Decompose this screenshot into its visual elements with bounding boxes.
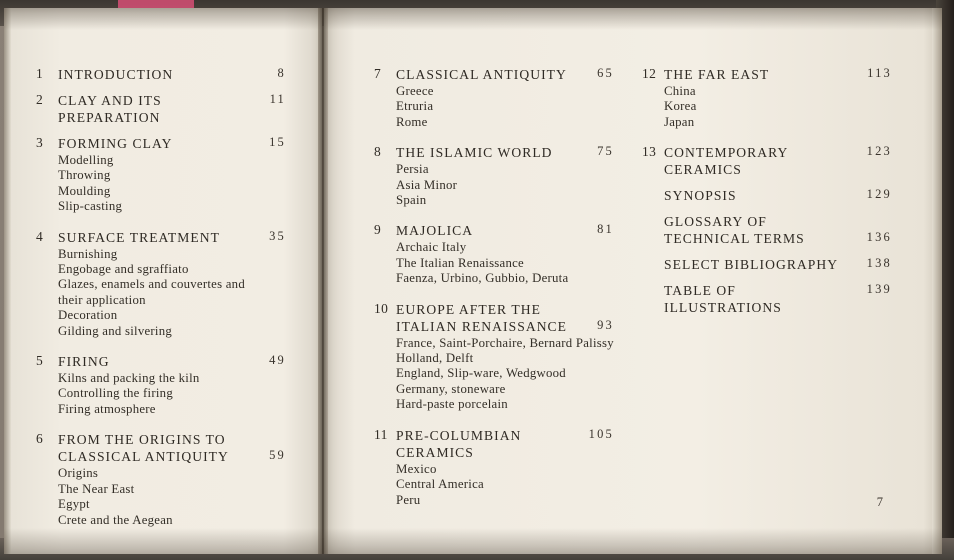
toc-subentry: Slip-casting bbox=[58, 199, 123, 214]
toc-entry-page-number: 139 bbox=[866, 282, 892, 297]
toc-entry bbox=[642, 282, 892, 316]
toc-entry-title: CONTEMPORARY CERAMICS bbox=[664, 145, 788, 178]
toc-subentry-list bbox=[396, 336, 614, 413]
toc-entry-heading bbox=[642, 213, 892, 247]
toc-entry-page-number: 129 bbox=[866, 187, 892, 202]
toc-subentry: Peru bbox=[396, 492, 421, 507]
toc-entry-spacer bbox=[374, 415, 614, 427]
toc-entry-heading bbox=[642, 144, 892, 178]
toc-subentry: Central America bbox=[396, 477, 484, 492]
toc-subentry: Glazes, enamels and couvertes and bbox=[58, 277, 245, 292]
toc-entry-page-number: 81 bbox=[597, 222, 614, 237]
toc-subentry: Japan bbox=[664, 114, 695, 129]
toc-entry-page-number: 49 bbox=[269, 353, 286, 368]
toc-column-left bbox=[36, 66, 286, 542]
toc-entry-heading bbox=[36, 135, 286, 152]
toc-subentry: Persia bbox=[396, 162, 429, 177]
toc-subentry: Egypt bbox=[58, 497, 90, 512]
toc-entry-heading bbox=[374, 427, 614, 461]
toc-entry-page-number: 59 bbox=[269, 448, 286, 463]
toc-column-middle bbox=[374, 66, 614, 522]
toc-entry-spacer bbox=[374, 510, 614, 522]
toc-entry-spacer bbox=[374, 132, 614, 144]
toc-entry bbox=[374, 66, 614, 130]
toc-subentry: France, Saint-Porchaire, Bernard Palissy bbox=[396, 335, 614, 350]
toc-entry-heading bbox=[642, 282, 892, 316]
toc-entry-spacer bbox=[36, 341, 286, 353]
toc-entry-spacer bbox=[642, 180, 892, 187]
toc-subentry: Gilding and silvering bbox=[58, 323, 173, 338]
toc-entry-heading bbox=[36, 66, 286, 83]
toc-subentry: Controlling the firing bbox=[58, 386, 173, 401]
toc-entry-title: FIRING bbox=[58, 354, 110, 370]
toc-entry-spacer bbox=[374, 210, 614, 222]
toc-entry-page-number: 123 bbox=[866, 144, 892, 159]
toc-subentry: Greece bbox=[396, 84, 434, 98]
toc-entry bbox=[642, 144, 892, 178]
toc-subentry: Archaic Italy bbox=[396, 240, 467, 255]
toc-entry-page-number: 35 bbox=[269, 228, 286, 243]
toc-entry-number: 9 bbox=[374, 222, 382, 238]
toc-subentry-list bbox=[396, 162, 614, 208]
toc-entry bbox=[374, 427, 614, 508]
toc-entry-heading bbox=[374, 222, 614, 239]
toc-subentry: Rome bbox=[396, 114, 428, 129]
toc-subentry: Decoration bbox=[58, 308, 118, 323]
toc-subentry-list bbox=[58, 466, 286, 528]
toc-entry-page-number: 8 bbox=[277, 66, 286, 80]
toc-entry-number: 13 bbox=[642, 144, 657, 160]
toc-subentry: Moulding bbox=[58, 183, 111, 198]
toc-entry bbox=[642, 256, 892, 273]
toc-subentry: Kilns and packing the kiln bbox=[58, 371, 200, 386]
toc-entry-spacer bbox=[36, 419, 286, 431]
toc-entry-title: FORMING CLAY bbox=[58, 136, 173, 151]
toc-entry-number: 12 bbox=[642, 66, 657, 81]
toc-subentry-list bbox=[58, 153, 286, 215]
toc-entry bbox=[36, 229, 286, 339]
toc-entry-title: PRE-COLUMBIAN CERAMICS bbox=[396, 427, 522, 460]
toc-entry-page-number: 113 bbox=[867, 66, 892, 80]
toc-entry-page-number: 136 bbox=[866, 230, 892, 245]
toc-subentry: Firing atmosphere bbox=[58, 401, 156, 416]
toc-subentry-list bbox=[58, 371, 286, 417]
toc-entry bbox=[36, 92, 286, 126]
toc-entry-heading bbox=[36, 229, 286, 246]
toc-subentry: Modelling bbox=[58, 153, 114, 167]
page-number-folio: 7 bbox=[876, 495, 884, 509]
toc-entry-spacer bbox=[36, 128, 286, 135]
toc-entry-title: CLASSICAL ANTIQUITY bbox=[396, 67, 567, 82]
toc-subentry: Germany, stoneware bbox=[396, 381, 506, 396]
toc-subentry: Spain bbox=[396, 193, 427, 208]
toc-entry-number: 7 bbox=[374, 66, 382, 81]
toc-subentry: Burnishing bbox=[58, 246, 118, 261]
toc-entry bbox=[36, 353, 286, 417]
toc-entry-spacer bbox=[642, 318, 892, 325]
toc-entry-title: SYNOPSIS bbox=[664, 188, 737, 204]
toc-entry-page-number: 75 bbox=[597, 144, 614, 159]
toc-entry bbox=[642, 66, 892, 130]
toc-subentry: The Near East bbox=[58, 481, 135, 496]
toc-subentry-list bbox=[664, 84, 892, 130]
toc-entry-number: 2 bbox=[36, 92, 44, 107]
toc-subentry: Asia Minor bbox=[396, 177, 458, 192]
toc-entry-title: TABLE OF ILLUSTRATIONS bbox=[664, 283, 782, 316]
toc-entry-title: SELECT BIBLIOGRAPHY bbox=[664, 257, 839, 273]
toc-entry bbox=[374, 301, 614, 413]
toc-entry bbox=[36, 431, 286, 528]
toc-entry-spacer bbox=[642, 275, 892, 282]
toc-subentry: their application bbox=[58, 292, 146, 307]
toc-entry bbox=[374, 144, 614, 208]
toc-subentry: Throwing bbox=[58, 168, 111, 183]
toc-column-right bbox=[642, 66, 892, 325]
toc-entry-spacer bbox=[642, 249, 892, 256]
toc-subentry: Origins bbox=[58, 466, 99, 481]
toc-entry-heading bbox=[374, 301, 614, 335]
toc-entry-title: INTRODUCTION bbox=[58, 67, 174, 82]
toc-entry-title: FROM THE ORIGINS TO CLASSICAL ANTIQUITY bbox=[58, 432, 229, 465]
table-of-contents bbox=[4, 66, 942, 527]
toc-entry-spacer bbox=[36, 530, 286, 542]
toc-entry bbox=[36, 135, 286, 215]
toc-entry-title: EUROPE AFTER THE ITALIAN RENAISSANCE bbox=[396, 301, 568, 334]
toc-subentry-list bbox=[396, 462, 614, 508]
toc-subentry: Hard-paste porcelain bbox=[396, 397, 508, 412]
toc-entry-spacer bbox=[36, 217, 286, 229]
toc-entry-number: 3 bbox=[36, 135, 44, 150]
toc-entry-number: 5 bbox=[36, 353, 44, 369]
toc-entry-title: CLAY AND ITS PREPARATION bbox=[58, 93, 162, 125]
toc-entry-page-number: 65 bbox=[597, 66, 614, 80]
toc-entry-heading bbox=[36, 92, 286, 126]
toc-entry bbox=[36, 66, 286, 83]
toc-subentry: Faenza, Urbino, Gubbio, Deruta bbox=[396, 271, 569, 286]
toc-subentry: Crete and the Aegean bbox=[58, 512, 173, 527]
toc-entry-page-number: 105 bbox=[588, 426, 614, 441]
toc-entry-page-number: 93 bbox=[597, 317, 614, 332]
toc-entry bbox=[642, 187, 892, 204]
toc-entry-title: GLOSSARY OF TECHNICAL TERMS bbox=[664, 214, 805, 247]
toc-entry-title: SURFACE TREATMENT bbox=[58, 229, 220, 245]
toc-entry-spacer bbox=[374, 289, 614, 301]
toc-entry-number: 6 bbox=[36, 431, 44, 447]
toc-entry-title: THE ISLAMIC WORLD bbox=[396, 145, 553, 161]
toc-entry-number: 1 bbox=[36, 66, 44, 81]
toc-subentry-list bbox=[58, 247, 286, 339]
toc-entry bbox=[642, 213, 892, 247]
toc-subentry: England, Slip-ware, Wedgwood bbox=[396, 366, 566, 381]
toc-subentry-list bbox=[396, 240, 614, 286]
toc-subentry: China bbox=[664, 84, 696, 98]
toc-subentry: Holland, Delft bbox=[396, 351, 474, 366]
toc-entry-heading bbox=[36, 353, 286, 370]
toc-entry-heading bbox=[374, 144, 614, 161]
toc-entry-number: 10 bbox=[374, 300, 389, 316]
toc-entry-number: 4 bbox=[36, 228, 44, 244]
toc-entry-spacer bbox=[642, 132, 892, 144]
toc-entry bbox=[374, 222, 614, 286]
toc-entry-spacer bbox=[642, 206, 892, 213]
toc-subentry-list bbox=[396, 84, 614, 130]
toc-subentry: Korea bbox=[664, 99, 697, 114]
toc-entry-heading bbox=[36, 431, 286, 465]
open-book bbox=[4, 8, 942, 554]
toc-entry-page-number: 11 bbox=[269, 92, 286, 106]
toc-subentry: Etruria bbox=[396, 99, 434, 114]
toc-entry-spacer bbox=[36, 85, 286, 92]
toc-entry-page-number: 15 bbox=[269, 135, 286, 149]
toc-entry-number: 11 bbox=[374, 426, 388, 442]
toc-entry-heading bbox=[642, 66, 892, 83]
toc-subentry: The Italian Renaissance bbox=[396, 255, 524, 270]
toc-entry-page-number: 138 bbox=[866, 256, 892, 271]
toc-entry-heading bbox=[642, 187, 892, 204]
toc-subentry: Mexico bbox=[396, 461, 437, 476]
toc-entry-number: 8 bbox=[374, 144, 382, 160]
toc-entry-heading bbox=[642, 256, 892, 273]
toc-entry-title: MAJOLICA bbox=[396, 223, 474, 239]
toc-entry-title: THE FAR EAST bbox=[664, 67, 770, 82]
toc-entry-heading bbox=[374, 66, 614, 83]
toc-subentry: Engobage and sgraffiato bbox=[58, 262, 189, 277]
